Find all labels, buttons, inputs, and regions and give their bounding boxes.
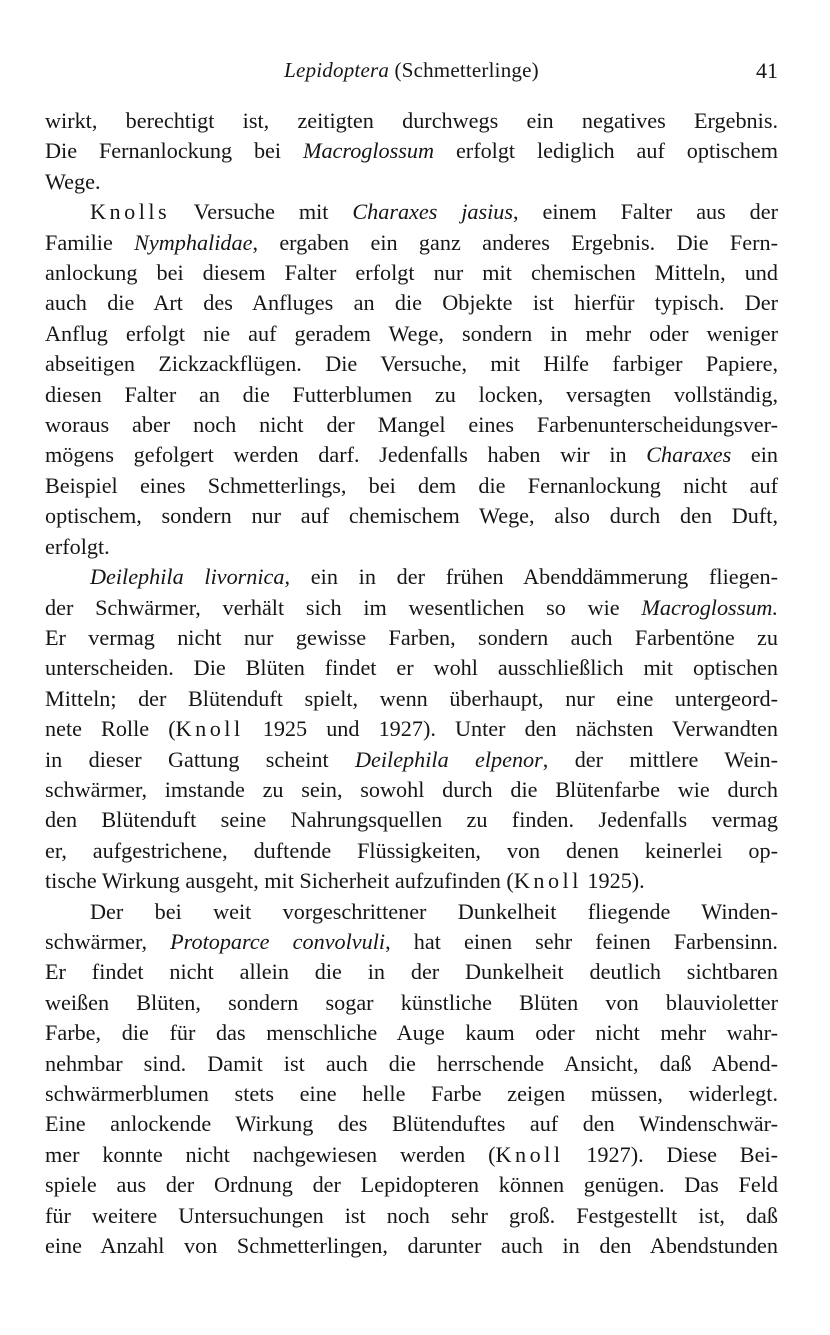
text-line: schwärmerblumen stets eine helle Farbe zeigen müssen, widerlegt. — [45, 1081, 778, 1106]
text-line: abseitigen Zickzackflügen. Die Versuche, mit Hilfe farbiger Papiere, — [45, 351, 778, 377]
text-line: unterscheiden. Die Blüten findet er wohl ausschließlich mit optischen — [45, 655, 778, 681]
text-line: Beispiel eines Schmetterlings, bei dem die Fernanlockung nicht auf — [45, 472, 778, 498]
text-line: schwärmer, Protoparce convolvuli, hat einen sehr feinen Farbensinn. — [45, 928, 778, 954]
page-number: 41 — [756, 58, 778, 83]
text-line: erfolgt. — [45, 533, 110, 559]
paragraph — [45, 197, 778, 562]
paragraph — [45, 897, 778, 1262]
text-line: nete Rolle (Knoll 1925 und 1927). Unter den nächsten Verwandten — [45, 716, 778, 742]
paragraph — [45, 106, 778, 197]
text-line: Mitteln; der Blütenduft spielt, wenn überhaupt, nur eine untergeord- — [45, 685, 778, 711]
running-header — [45, 58, 778, 92]
text-line: spiele aus der Ordnung der Lepidopteren können genügen. Das Feld — [45, 1172, 778, 1198]
text-line: Er findet nicht allein die in der Dunkelheit deutlich sichtbaren — [45, 959, 778, 985]
text-line: Familie Nymphalidae, ergaben ein ganz anderes Ergebnis. Die Fern- — [45, 229, 778, 255]
body-text — [45, 106, 778, 1261]
text-line: der Schwärmer, verhält sich im wesentlichen so wie Macroglossum. — [45, 594, 778, 620]
text-line: Knolls Versuche mit Charaxes jasius, einem Falter aus der — [90, 199, 778, 225]
text-line: Eine anlockende Wirkung des Blütenduftes auf den Windenschwär- — [45, 1111, 778, 1137]
text-line: tische Wirkung ausgeht, mit Sicherheit aufzufinden (Knoll 1925). — [45, 868, 645, 894]
text-line: auch die Art des Anfluges an die Objekte ist hierfür typisch. Der — [45, 290, 778, 316]
text-line: mer konnte nicht nachgewiesen werden (Knoll 1927). Diese Bei- — [45, 1141, 778, 1167]
paragraph — [45, 562, 778, 896]
running-title-rest: (Schmetterlinge) — [389, 58, 539, 82]
text-line: Deilephila livornica, ein in der frühen Abenddämmerung fliegen- — [90, 564, 779, 590]
text-line: in dieser Gattung scheint Deilephila elpenor, der mittlere Wein- — [45, 746, 778, 772]
text-line: Anflug erfolgt nie auf geradem Wege, sondern in mehr oder weniger — [45, 320, 778, 346]
text-line: mögens gefolgert werden darf. Jedenfalls haben wir in Charaxes ein — [45, 442, 778, 468]
text-line: Farbe, die für das menschliche Auge kaum oder nicht mehr wahr- — [45, 1020, 778, 1046]
text-line: optischem, sondern nur auf chemischem Wege, also durch den Duft, — [45, 503, 778, 529]
text-line: für weitere Untersuchungen ist noch sehr groß. Festgestellt ist, daß — [45, 1202, 778, 1228]
text-line: schwärmer, imstande zu sein, sowohl durch die Blütenfarbe wie durch — [45, 776, 778, 802]
text-line: wirkt, berechtigt ist, zeitigten durchwegs ein negatives Ergebnis. — [45, 108, 778, 133]
text-line: diesen Falter an die Futterblumen zu locken, versagten vollständig, — [45, 381, 778, 407]
text-line: woraus aber noch nicht der Mangel eines Farbenunterscheidungsver- — [45, 412, 778, 438]
running-title — [45, 58, 778, 83]
running-title-italic: Lepidoptera — [284, 58, 390, 82]
text-line: eine Anzahl von Schmetterlingen, darunter auch in den Abendstunden — [45, 1233, 778, 1259]
text-line: Der bei weit vorgeschrittener Dunkelheit fliegende Winden- — [90, 898, 778, 924]
text-line: Die Fernanlockung bei Macroglossum erfolgt lediglich auf optischem — [45, 138, 778, 164]
text-line: anlockung bei diesem Falter erfolgt nur mit chemischen Mitteln, und — [45, 260, 778, 286]
text-line: Er vermag nicht nur gewisse Farben, sondern auch Farbentöne zu — [45, 624, 778, 650]
text-line: er, aufgestrichene, duftende Flüssigkeiten, von denen keinerlei op- — [45, 837, 778, 863]
text-line: nehmbar sind. Damit ist auch die herrschende Ansicht, daß Abend- — [45, 1050, 778, 1076]
text-line: den Blütenduft seine Nahrungsquellen zu finden. Jedenfalls vermag — [45, 807, 778, 833]
text-line: weißen Blüten, sondern sogar künstliche Blüten von blauvioletter — [45, 989, 778, 1015]
text-line: Wege. — [45, 168, 101, 194]
